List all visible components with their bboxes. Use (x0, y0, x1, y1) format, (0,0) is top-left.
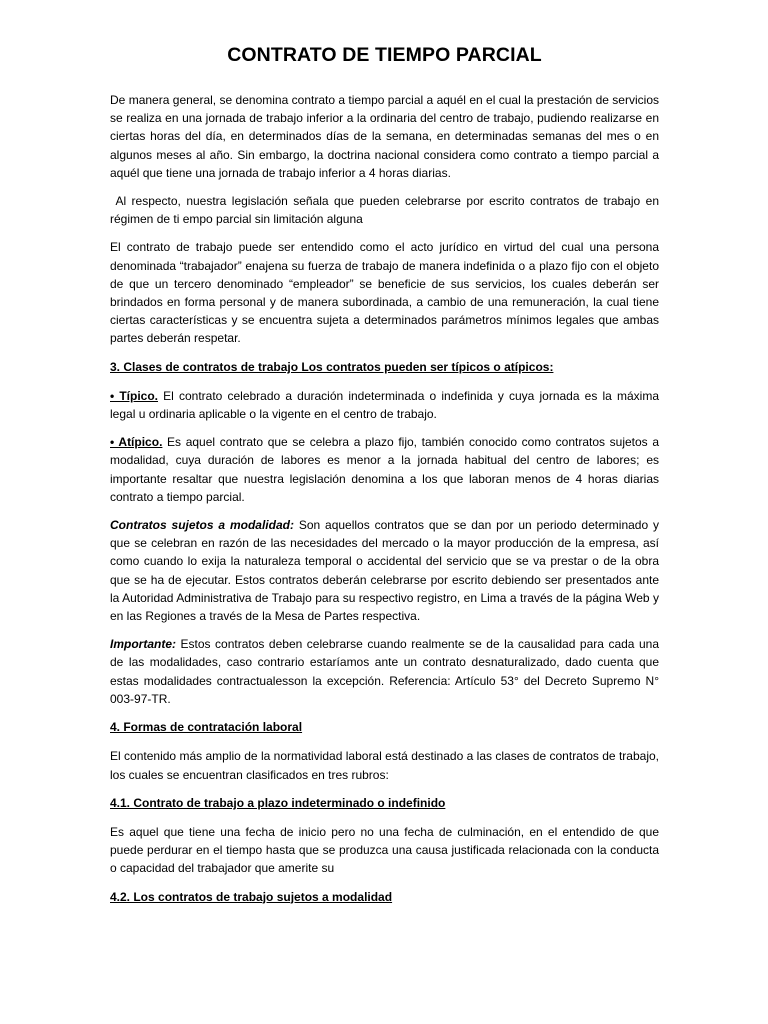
tipico-text: El contrato celebrado a duración indeterminada o indefinida y cuya jornada es la máxima legal u ordinaria aplicable o la vigente en el centro de trabajo. (110, 388, 659, 422)
paragraph-tipico (110, 387, 659, 423)
paragraph-definition: De manera general, se denomina contrato a tiempo parcial a aquél en el cual la prestación de servicios se realiza en una jornada de trabajo inferior a la ordinaria del centro de trabajo, pudiendo realizarse en ciertas horas del día, en determinados días de la semana, en determinadas semanas del mes o en algunos meses al año. Sin embargo, la doctrina nacional considera como contrato a tiempo parcial a aquél que tiene una jornada de trabajo inferior a 4 horas diarias. (110, 93, 659, 180)
paragraph-indeterminado: Es aquel que tiene una fecha de inicio pero no una fecha de culminación, en el entendido de que puede perdurar en el tiempo hasta que se produzca una causa justificada relacionada con la conducta o capacidad del trabajador que amerite su (110, 824, 659, 876)
modalidad-text: Son aquellos contratos que se dan por un periodo determinado y que se celebran en razón de las necesidades del mercado o la mayor producción de la empresa, así como cuando lo exija la naturaleza temporal o accidental del servicio que se va prestar o de la obra que se ha de ejecutar. Estos contratos deberán celebrarse por escrito debiendo ser presentados ante la Autoridad Administrativa de Trabajo para su respectivo registro, en Lima a través de la página Web y en las Regiones a través de la Mesa de Partes respectiva. (110, 518, 660, 624)
paragraph-importante (110, 635, 659, 708)
heading-section-3: 3. Clases de contratos de trabajo Los contratos pueden ser típicos o atípicos: (110, 359, 554, 374)
heading-section-4-2: 4.2. Los contratos de trabajo sujetos a modalidad (110, 889, 393, 904)
importante-text: Estos contratos deben celebrarse cuando realmente se de la causalidad para cada una de las modalidades, caso contrario estaríamos ante un contrato desnaturalizado, dado cuenta que estas modalidades contractualesson la excepción. Referencia: Artículo 53° del Decreto Supremo N° 003-97-TR. (110, 637, 659, 706)
paragraph-normatividad: El contenido más amplio de la normatividad laboral está destinado a las clases de contratos de trabajo, los cuales se encuentran clasificados en tres rubros: (110, 749, 659, 782)
modalidad-label: Contratos sujetos a modalidad: (110, 518, 294, 533)
document-title: CONTRATO DE TIEMPO PARCIAL (227, 44, 542, 66)
tipico-label: • Típico. (110, 388, 159, 403)
heading-section-4-1: 4.1. Contrato de trabajo a plazo indeterminado o indefinido (110, 795, 446, 810)
atipico-text: Es aquel contrato que se celebra a plazo fijo, también conocido como contratos sujetos a modalidad, cuya duración de labores es menor a la jornada habitual del centro de labores; es importante resaltar que nuestra legislación denomina a los que laboran menos de 4 horas diarias contrato a tiempo parcial. (110, 435, 659, 504)
paragraph-contract-definition: El contrato de trabajo puede ser entendido como el acto jurídico en virtud del cual una persona denominada “trabajador” enajena su fuerza de trabajo de manera indefinida o a plazo fijo con el objeto de que un tercero denominado “empleador” se beneficie de sus servicios, los cuales deberán ser brindados en forma personal y de manera subordinada, a cambio de una remuneración, la cual tiene ciertas características y se encuentra sujeta a determinados parámetros mínimos legales que ambas partes deberán respetar. (110, 240, 659, 346)
paragraph-legislation-text: Al respecto, nuestra legislación señala que pueden celebrarse por escrito contratos de trabajo en régimen de ti empo parcial sin limitación alguna (110, 194, 659, 227)
heading-section-4: 4. Formas de contratación laboral (110, 720, 303, 735)
paragraph-legislation (110, 192, 659, 228)
paragraph-atipico (110, 433, 659, 506)
atipico-label: • Atípico. (110, 435, 163, 450)
importante-label: Importante: (110, 637, 176, 652)
paragraph-modalidad (110, 516, 659, 625)
